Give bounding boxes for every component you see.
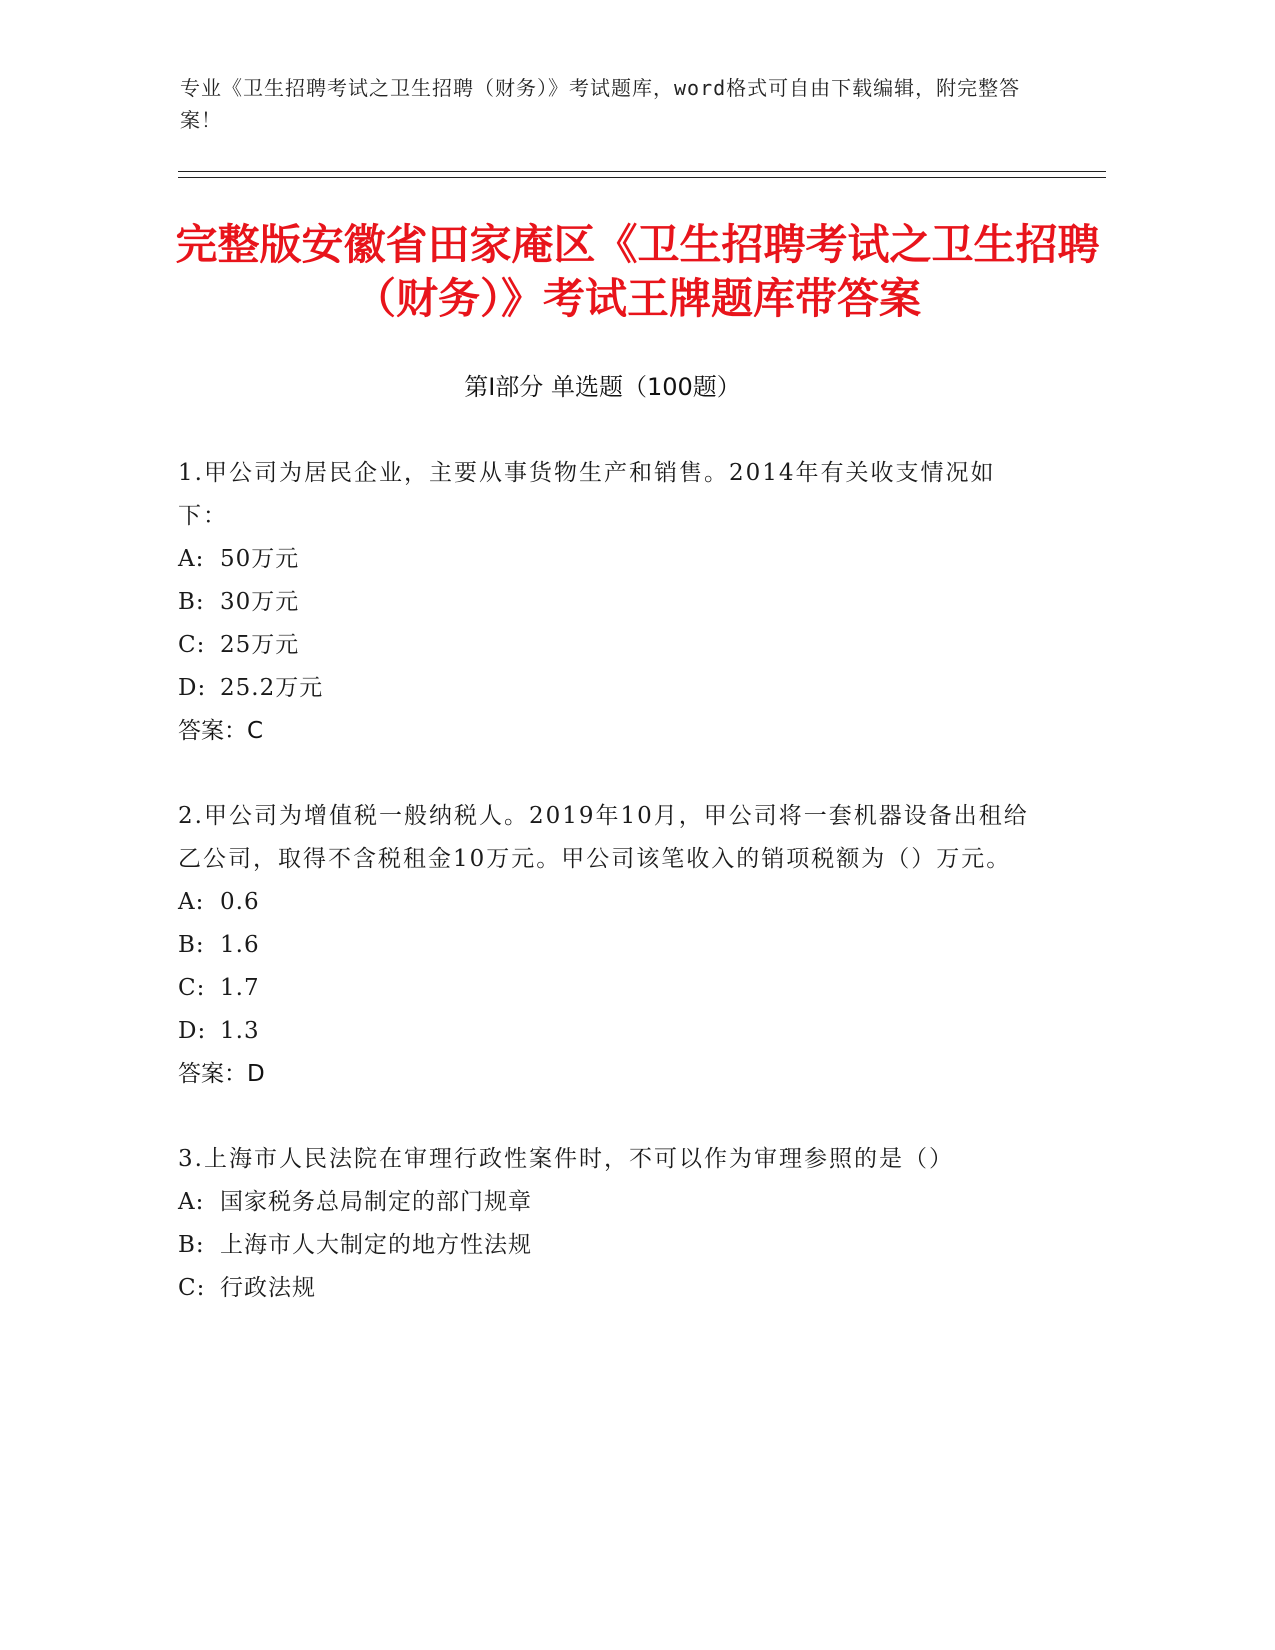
option-text: 0.6 [220,889,260,915]
option-a [178,1181,1038,1224]
header-divider-top [178,171,1106,172]
section-title: 第Ⅰ部分 单选题（100题） [464,373,741,401]
option-text: 上海市人大制定的地方性法规 [220,1232,532,1258]
option-letter: D: [178,675,207,701]
option-a [178,881,1038,924]
option-a [178,538,1038,581]
option-letter: A: [178,1189,205,1215]
option-letter: A: [178,546,205,572]
option-text: 行政法规 [220,1275,316,1301]
option-text: 30万元 [220,589,300,615]
option-d [178,1010,1038,1053]
option-text: 1.7 [220,975,260,1001]
option-letter: C: [178,1275,206,1301]
option-letter: B: [178,932,205,958]
question-stem: 3.上海市人民法院在审理行政性案件时，不可以作为审理参照的是（） [178,1146,954,1172]
option-b [178,581,1038,624]
option-c [178,624,1038,667]
answer-label: 答案：C [178,718,264,744]
option-letter: B: [178,589,205,615]
option-text: 25.2万元 [220,675,324,701]
option-text: 国家税务总局制定的部门规章 [220,1189,532,1215]
question-stem: 1.甲公司为居民企业，主要从事货物生产和销售。2014年有关收支情况如下： [178,460,996,529]
option-c [178,967,1038,1010]
option-letter: B: [178,1232,205,1258]
header-note: 专业《卫生招聘考试之卫生招聘（财务）》考试题库，word格式可自由下载编辑，附完整答案！ [180,76,1021,132]
header-divider-bottom [178,177,1106,178]
answer-label: 答案：D [178,1061,265,1087]
option-d [178,667,1038,710]
question-3 [178,1138,1038,1310]
question-1 [178,452,1038,753]
option-letter: C: [178,632,206,658]
option-b [178,1224,1038,1267]
question-stem: 2.甲公司为增值税一般纳税人。2019年10月，甲公司将一套机器设备出租给乙公司，取得不含税租金10万元。甲公司该笔收入的销项税额为（）万元。 [178,803,1029,872]
option-letter: C: [178,975,206,1001]
option-text: 1.6 [220,932,260,958]
question-list [178,452,1038,1352]
option-text: 50万元 [220,546,300,572]
option-text: 25万元 [220,632,300,658]
option-c [178,1267,1038,1310]
question-2 [178,795,1038,1096]
option-letter: A: [178,889,205,915]
option-letter: D: [178,1018,207,1044]
document-title: 完整版安徽省田家庵区《卫生招聘考试之卫生招聘（财务）》考试王牌题库带答案 [175,220,1100,323]
option-b [178,924,1038,967]
option-text: 1.3 [220,1018,260,1044]
